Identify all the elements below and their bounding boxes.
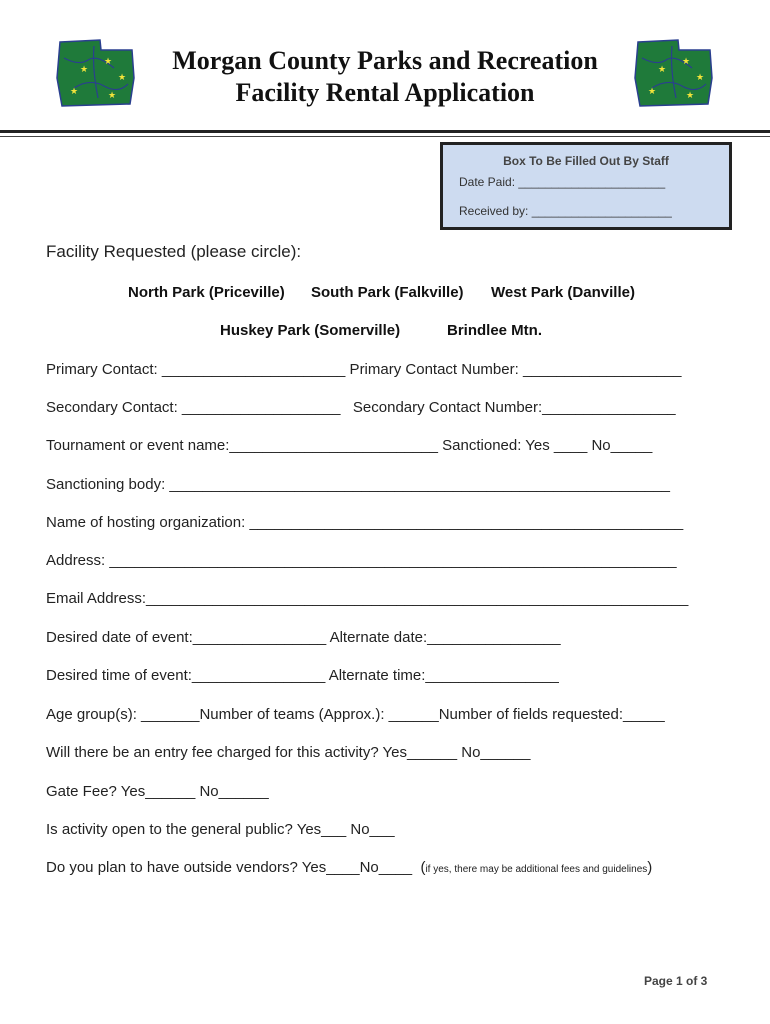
vendors-note: if yes, there may be additional fees and guidelines xyxy=(425,864,648,875)
svg-text:★: ★ xyxy=(696,72,705,82)
staff-box xyxy=(440,142,732,230)
page-number: Page 1 of 3 xyxy=(644,974,708,988)
facility-option-south-park[interactable]: South Park (Falkville) xyxy=(311,284,464,301)
facility-option-huskey-park[interactable]: Huskey Park (Somerville) xyxy=(220,322,401,339)
svg-text:★: ★ xyxy=(648,86,657,96)
received-by-field[interactable]: Received by: _____________________ xyxy=(459,204,672,218)
sanctioning-body-field[interactable]: Sanctioning body: ____________________________________________________________ xyxy=(46,476,670,493)
desired-date-field[interactable]: Desired date of event:________________ Alternate date:________________ xyxy=(46,629,561,646)
svg-text:★: ★ xyxy=(118,72,127,82)
svg-text:★: ★ xyxy=(80,64,89,74)
email-address-field[interactable]: Email Address:_________________________________________________________________ xyxy=(46,590,689,607)
staff-box-title: Box To Be Filled Out By Staff xyxy=(503,154,669,168)
header-divider xyxy=(0,130,770,133)
primary-contact-field[interactable]: Primary Contact: ______________________ Primary Contact Number: ___________________ xyxy=(46,361,682,378)
svg-text:★: ★ xyxy=(108,90,117,100)
svg-text:★: ★ xyxy=(70,86,79,96)
header-divider-thin xyxy=(0,136,770,137)
hosting-organization-field[interactable]: Name of hosting organization: ____________________________________________________ xyxy=(46,514,684,531)
svg-text:★: ★ xyxy=(682,56,691,66)
facility-option-north-park[interactable]: North Park (Priceville) xyxy=(128,284,285,301)
svg-text:★: ★ xyxy=(658,64,667,74)
gate-fee-field[interactable]: Gate Fee? Yes______ No______ xyxy=(46,783,269,800)
facility-heading: Facility Requested (please circle): xyxy=(46,242,302,261)
page-title: Morgan County Parks and Recreation xyxy=(172,46,598,75)
svg-text:★: ★ xyxy=(104,56,113,66)
svg-text:★: ★ xyxy=(686,90,695,100)
age-group-field[interactable]: Age group(s): _______Number of teams (Approx.): ______Number of fields requested:_____ xyxy=(46,706,665,723)
date-paid-field[interactable]: Date Paid: ______________________ xyxy=(459,175,666,189)
entry-fee-field[interactable]: Will there be an entry fee charged for this activity? Yes______ No______ xyxy=(46,744,531,761)
desired-time-field[interactable]: Desired time of event:________________ Alternate time:________________ xyxy=(46,667,559,684)
address-field[interactable]: Address: ____________________________________________________________________ xyxy=(46,552,677,569)
facility-option-brindlee-mtn[interactable]: Brindlee Mtn. xyxy=(447,322,543,339)
page-subtitle: Facility Rental Application xyxy=(235,78,535,107)
outside-vendors-field[interactable] xyxy=(46,859,652,876)
secondary-contact-field[interactable]: Secondary Contact: ___________________ Secondary Contact Number:________________ xyxy=(46,399,676,416)
vendors-note-close: ) xyxy=(647,859,653,876)
open-to-public-field[interactable]: Is activity open to the general public? Yes___ No___ xyxy=(46,821,395,838)
tournament-name-field[interactable]: Tournament or event name:_________________________ Sanctioned: Yes ____ No_____ xyxy=(46,437,653,454)
facility-option-west-park[interactable]: West Park (Danville) xyxy=(491,284,635,301)
outside-vendors-label: Do you plan to have outside vendors? Yes____No____ ( xyxy=(46,859,426,876)
